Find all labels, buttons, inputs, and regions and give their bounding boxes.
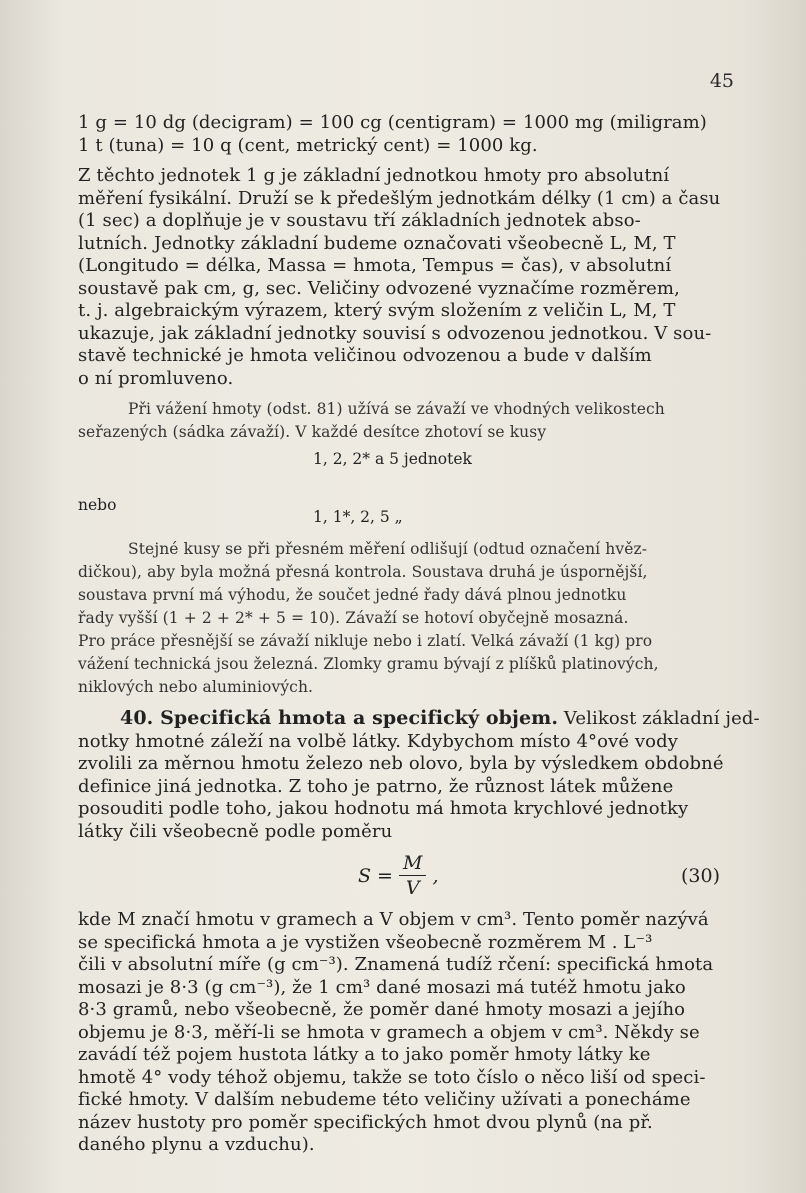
small-text-line: Stejné kusy se při přesném měření odlišují (odtud označení hvěz- — [128, 540, 648, 558]
unit-line: 1 t (tuna) = 10 q (cent, metrický cent) = 1000 kg. — [78, 134, 538, 156]
small-print-details — [78, 538, 736, 699]
text-line: daného plynu a vzduchu). — [78, 1134, 315, 1155]
equation-30 — [78, 843, 736, 909]
small-text-line: řady vyšší (1 + 2 + 2* + 5 = 10). Závaží se hotoví obyčejně mosazná. — [78, 609, 629, 627]
page-content — [78, 112, 760, 1157]
text-line: posouditi podle toho, jakou hodnotu má hmota krychlové jednotky — [78, 798, 689, 819]
paragraph-specific-mass — [78, 909, 736, 1157]
section-heading: 40. Specifická hmota a specifický objem. — [120, 707, 559, 729]
text-line: (Longitudo = délka, Massa = hmota, Tempus = čas), v absolutní — [78, 255, 672, 276]
section-40 — [78, 707, 760, 843]
text-line: fické hmoty. V dalším nebudeme této veličiny užívati a ponecháme — [78, 1089, 691, 1110]
weight-set-connector: nebo — [78, 496, 117, 514]
weight-set-text: 1, 2, 2* a 5 jednotek — [313, 450, 472, 468]
small-text-line: vážení technická jsou železná. Zlomky gramu bývají z plíšků platinových, — [78, 655, 659, 673]
small-print-weights — [78, 398, 736, 444]
small-text-line: soustava první má výhodu, že součet jedné řady dává plnou jednotku — [78, 586, 627, 604]
text-line: 8·3 gramů, nebo všeobecně, že poměr dané hmoty mosazi a jejího — [78, 999, 686, 1020]
text-line: o ní promluveno. — [78, 367, 234, 389]
page-number: 45 — [709, 70, 734, 92]
text-line: stavě technické je hmota veličinou odvozenou a bude v dalším — [78, 345, 652, 366]
fraction-denominator: V — [405, 877, 420, 899]
paragraph-base-units — [78, 165, 736, 390]
text-line: t. j. algebraickým výrazem, který svým složením z veličin L, M, T — [78, 300, 676, 321]
small-text-line: niklových nebo aluminiových. — [78, 678, 314, 696]
fraction — [399, 851, 426, 900]
text-line: hmotě 4° vody téhož objemu, takže se toto číslo o něco liší od speci- — [78, 1066, 706, 1088]
weight-set-text: 1, 1*, 2, 5 „ — [313, 508, 403, 526]
text-line: čili v absolutní míře (g cm⁻³). Znamená tudíž rčení: specifická hmota — [78, 954, 714, 975]
text-line: definice jiná jednotka. Z toho je patrno, že různost látek můžene — [78, 775, 674, 797]
text-line: ukazuje, jak základní jednotky souvisí s odvozenou jednotkou. V sou- — [78, 322, 712, 344]
text-line: soustavě pak cm, g, sec. Veličiny odvozené vyznačíme rozměrem, — [78, 277, 680, 299]
fraction-numerator: M — [399, 851, 426, 876]
text-line: měření fysikální. Druží se k předešlým jednotkám délky (1 cm) a času — [78, 187, 721, 209]
small-text-line: dičkou), aby byla možná přesná kontrola. Soustava druhá je úspornější, — [78, 563, 648, 581]
formula — [358, 851, 439, 900]
text-line: zvolili za měrnou hmotu železo neb olovo, byla by výsledkem obdobné — [78, 753, 724, 774]
formula-comma: , — [432, 864, 439, 887]
text-line: látky čili všeobecně podle poměru — [78, 820, 393, 842]
text-line: se specifická hmota a je vystižen všeobecně rozměrem M . L⁻³ — [78, 931, 653, 953]
text-line: lutních. Jednotky základní budeme označovati všeobecně L, M, T — [78, 232, 676, 254]
text-line: Z těchto jednotek 1 g je základní jednotkou hmoty pro absolutní — [78, 165, 670, 186]
text-line: (1 sec) a doplňuje je v soustavu tří základních jednotek abso- — [78, 210, 641, 231]
small-text-line: seřazených (sádka závaží). V každé desítce zhotoví se kusy — [78, 423, 547, 441]
text-line: zavádí též pojem hustota látky a to jako poměr hmoty látky ke — [78, 1044, 651, 1065]
unit-line: 1 g = 10 dg (decigram) = 100 cg (centigram) = 1000 mg (miligram) — [78, 112, 707, 133]
text-line: objemu je 8·3, měří-li se hmota v gramech a objem v cm³. Někdy se — [78, 1021, 700, 1043]
small-text-line: Pro práce přesnější se závaží nikluje nebo i zlatí. Velká závaží (1 kg) pro — [78, 632, 653, 650]
text-line: kde M značí hmotu v gramech a V objem v cm³. Tento poměr nazývá — [78, 909, 709, 930]
section-heading-tail: Velikost základní jed- — [558, 708, 760, 729]
small-text-line: Při vážení hmoty (odst. 81) užívá se závaží ve vhodných velikostech — [128, 400, 665, 418]
text-line: mosazi je 8·3 (g cm⁻³), že 1 cm³ dané mosazi má tutéž hmotu jako — [78, 976, 686, 998]
section-heading-line — [78, 707, 760, 731]
formula-lhs: S = — [358, 864, 393, 887]
text-line: notky hmotné záleží na volbě látky. Kdybychom místo 4°ové vody — [78, 730, 679, 752]
weight-set-row-2 — [78, 478, 736, 526]
text-line: název hustoty pro poměr specifických hmot dvou plynů (na př. — [78, 1111, 653, 1133]
weight-set-row-1 — [78, 444, 736, 478]
equation-number: (30) — [680, 865, 720, 887]
